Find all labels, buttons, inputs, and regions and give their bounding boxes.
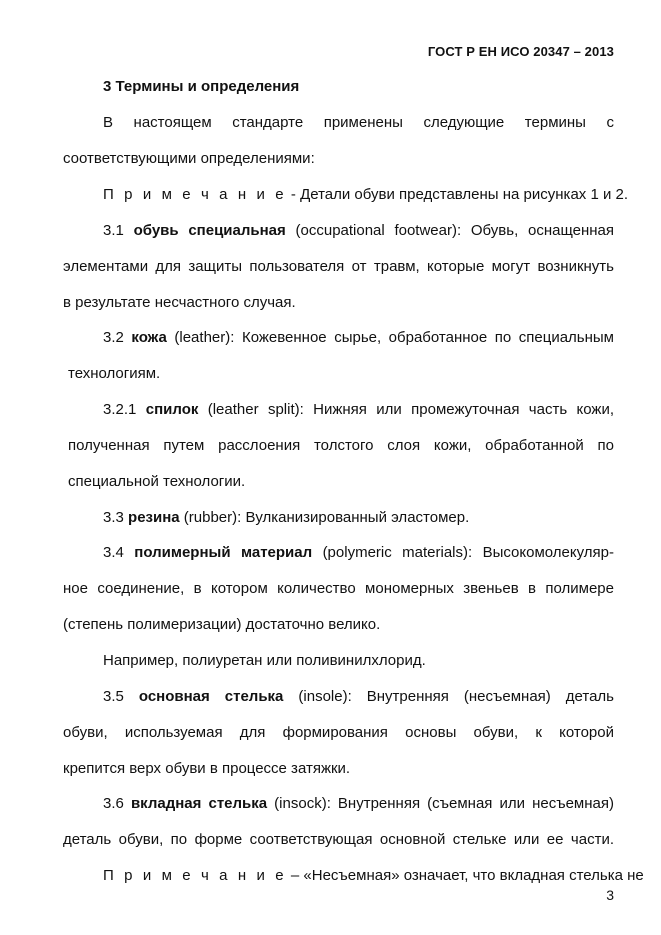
- term-3-4-line-1: [103, 544, 614, 561]
- term-3-2-1-definition: (leather split): Нижняя или промежуточная часть кожи,: [198, 401, 614, 418]
- term-3-2-line-2: технологиям.: [68, 365, 161, 382]
- term-3-4-number: 3.4: [103, 544, 135, 561]
- term-3-2-1-line-2: полученная путем расслоения толстого слоя кожи, обработанной по: [68, 437, 614, 454]
- note-2-text: – «Несъемная» означает, что вкладная стелька не: [286, 867, 644, 884]
- term-3-1-line-3: в результате несчастного случая.: [63, 294, 296, 311]
- term-3-1-line-1: [103, 222, 614, 239]
- term-3-3-term: резина: [128, 509, 180, 526]
- term-3-5-line-1: [103, 688, 614, 705]
- term-3-5-number: 3.5: [103, 688, 139, 705]
- term-3-5-line-3: крепится верх обуви в процессе затяжки.: [63, 760, 351, 777]
- term-3-4-term: полимерный материал: [134, 544, 313, 561]
- term-3-2-1-number: 3.2.1: [103, 401, 146, 418]
- intro-line-2: соответствующими определениями:: [63, 150, 315, 167]
- note-1-label: П р и м е ч а н и е: [103, 186, 287, 203]
- term-3-6-definition: (insock): Внутренняя (съемная или несъемная): [267, 795, 614, 812]
- term-3-5-definition: (insole): Внутренняя (несъемная) деталь: [283, 688, 614, 705]
- term-3-5-term: основная стелька: [138, 688, 284, 705]
- term-3-3-line-1: [103, 509, 614, 526]
- term-3-4-example: Например, полиуретан или поливинилхлорид.: [103, 652, 426, 669]
- note-1: [103, 186, 629, 203]
- term-3-2-1-line-3: специальной технологии.: [68, 473, 246, 490]
- term-3-4-line-3: (степень полимеризации) достаточно велико.: [63, 616, 381, 633]
- term-3-2-1-term: спилок: [145, 401, 199, 418]
- term-3-2-number: 3.2: [103, 329, 132, 346]
- term-3-1-line-2: элементами для защиты пользователя от травм, которые могут возникнуть: [63, 258, 614, 275]
- term-3-3-number: 3.3: [103, 509, 129, 526]
- term-3-2-1-line-1: [103, 401, 614, 418]
- section-title: 3 Термины и определения: [103, 78, 300, 95]
- term-3-4-line-2: ное соединение, в котором количество мономерных звеньев в полимере: [63, 580, 614, 597]
- term-3-2-line-1: [103, 329, 614, 346]
- term-3-6-number: 3.6: [103, 795, 131, 812]
- term-3-2-term: кожа: [131, 329, 167, 346]
- note-1-text: - Детали обуви представлены на рисунках 1 и 2.: [286, 186, 629, 203]
- term-3-1-term: обувь специальная: [133, 222, 286, 239]
- term-3-6-line-1: [103, 795, 614, 812]
- term-3-1-definition: (occupational footwear): Обувь, оснащенная: [285, 222, 615, 239]
- term-3-2-definition: (leather): Кожевенное сырье, обработанное по специальным: [166, 329, 614, 346]
- term-3-6-line-2: деталь обуви, по форме соответствующая основной стельке или ее части.: [63, 831, 614, 848]
- standard-header: ГОСТ Р ЕН ИСО 20347 – 2013: [427, 44, 614, 59]
- term-3-1-number: 3.1: [103, 222, 134, 239]
- term-3-4-definition: (polymeric materials): Высокомолекуляр-: [312, 544, 614, 561]
- page-number: 3: [606, 887, 614, 903]
- term-3-5-line-2: обуви, используемая для формирования основы обуви, к которой: [63, 724, 614, 741]
- note-2: [103, 867, 644, 884]
- note-2-label: П р и м е ч а н и е: [103, 867, 287, 884]
- term-3-3-definition: (rubber): Вулканизированный эластомер.: [179, 509, 470, 526]
- term-3-6-term: вкладная стелька: [130, 795, 268, 812]
- intro-line-1: В настоящем стандарте применены следующие термины с: [103, 114, 614, 131]
